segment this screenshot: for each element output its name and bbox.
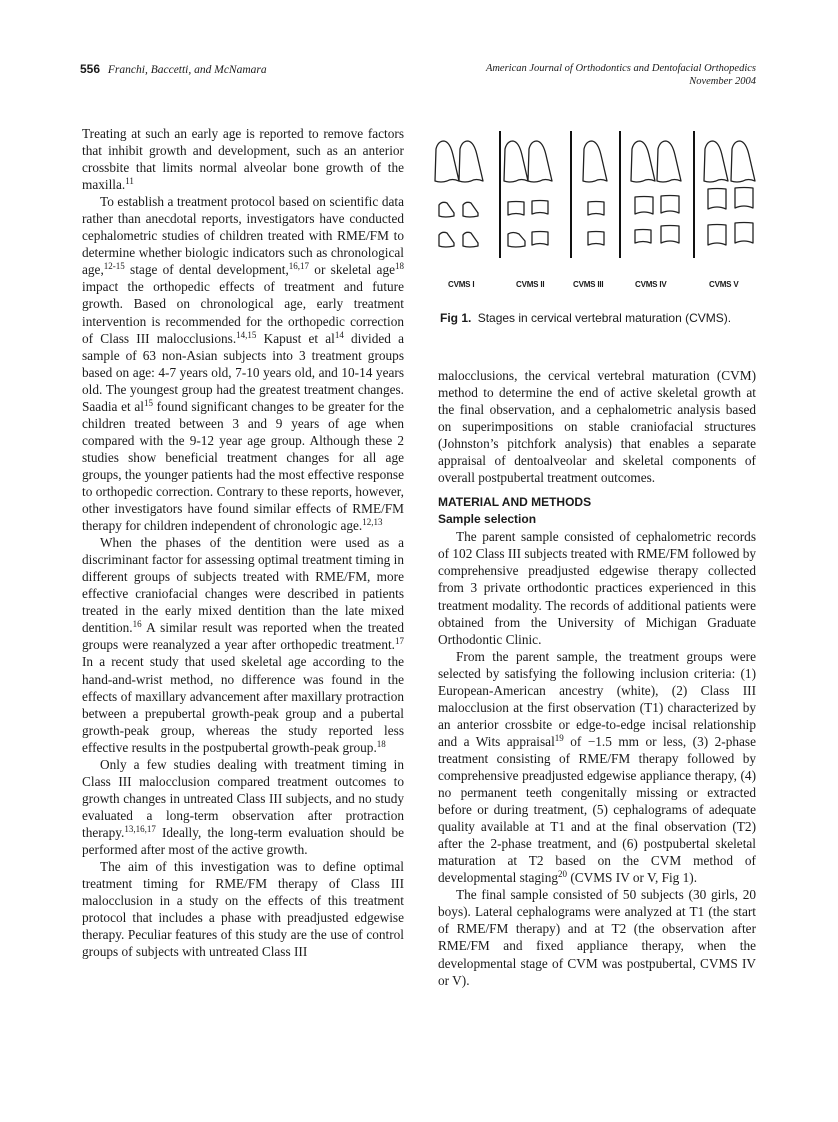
subsection-heading: Sample selection — [438, 512, 537, 527]
section-heading: MATERIAL AND METHODS — [438, 495, 592, 510]
text: or skeletal age — [309, 262, 395, 278]
text: impact the orthopedic effects of treatment and future growth. Based on chronological age, early treatment intervention is recommended for the orthopedic correction of Class III malocclusions. — [82, 279, 404, 346]
running-head-left — [80, 62, 267, 76]
text: Kapust et al — [256, 330, 335, 346]
text: Treating at such an early age is reported to remove factors that inhibit growth and development, such as an anterior crossbite that limits normal alveolar bone growth of the maxilla. — [82, 126, 404, 193]
figure-label: Fig 1. — [440, 311, 472, 325]
text: The final sample consisted of 50 subjects (30 girls, 20 boys). Lateral cephalograms were analyzed at T1 (the start of RME/FM therapy) and at T2 (the observation after RME/FM and fixed appliance therapy, when the developmental stage of CVM was postpubertal, CVMS IV or V). — [438, 887, 756, 988]
text: found significant changes to be greater for the children treated between 3 and 9 years of age when compared with the 9-12 year age group. Although these 2 studies show beneficial treatment changes for all age groups, the younger patients had the most effective response to orthopedic correction. Contrary to these reports, however, other investigators have found similar effects of RME/FM therapy for children independent of chronologic age. — [82, 398, 404, 534]
paragraph — [438, 886, 756, 988]
running-head-authors: Franchi, Baccetti, and McNamara — [107, 64, 267, 76]
page-number: 556 — [80, 62, 101, 76]
cvms-stages-illustration — [432, 128, 768, 293]
citation: 14,15 — [236, 329, 257, 340]
paragraph — [82, 534, 404, 756]
paragraph — [82, 858, 404, 960]
citation: 19 — [554, 732, 564, 743]
stage-label-4: CVMS IV — [635, 280, 667, 289]
paragraph — [438, 648, 756, 887]
text: From the parent sample, the treatment groups were selected by satisfying the following inclusion criteria: (1) European-American ancestry (white), (2) Class III malocclusion at the first observation (T1) characterized by an anterior crossbite or edge-to-edge incisal relationship and a Wits appraisal — [438, 648, 756, 749]
stage-label-1: CVMS I — [448, 280, 475, 289]
text: In a recent study that used skeletal age according to the hand-and-wrist method, no difference was found in the effects of maxillary advancement after maxillary protraction between a prepubertal growth-peak group and a pubertal growth-peak group, whereas the study reported less effective results in the postpubertal growth-peak group. — [82, 654, 404, 755]
stage-3-vertebrae — [583, 141, 607, 245]
stage-label-3: CVMS III — [573, 280, 604, 289]
citation: 18 — [395, 261, 404, 272]
citation: 12-15 — [103, 261, 125, 272]
stage-label-5: CVMS V — [709, 280, 739, 289]
left-column — [82, 125, 404, 960]
paragraph — [438, 367, 756, 486]
stage-label-2: CVMS II — [516, 280, 545, 289]
text: Only a few studies dealing with treatment timing in Class III malocclusion compared treatment outcomes to growth changes in untreated Class III subjects, and no study evaluated a long-term observation after protraction therapy. — [82, 756, 404, 840]
text: The aim of this investigation was to define optimal treatment timing for RME/FM therapy of Class III malocclusion in a study on the effects of this treatment protocol that includes a phase with preadjusted edgewise therapy. Peculiar features of this study are the use of control groups of subjects with untreated Class III — [82, 859, 404, 960]
citation: 11 — [125, 176, 134, 187]
paragraph — [82, 193, 404, 534]
citation: 16,17 — [288, 261, 310, 272]
text: stage of dental development, — [124, 262, 289, 278]
text: of −1.5 mm or less, (3) 2-phase treatment consisting of RME/FM therapy followed by comprehensive preadjusted edgewise appliance therapy, (4) no permanent teeth congenitally missing or extracted before or during treatment, (5) cephalograms of adequate quality available at T1 and at the final observation (T2) after the 2-phase treatment, and (6) postpubertal skeletal maturation at T2 based on the CVM method of developmental staging — [438, 733, 756, 886]
text: Ideally, the long-term evaluation should be performed after most of the active growth. — [82, 824, 404, 857]
running-head — [80, 62, 756, 102]
text: malocclusions, the cervical vertebral maturation (CVM) method to determine the end of active skeletal growth at the final observation, and a cephalometric analysis based on superimpositions on stable craniofacial structures (Johnston’s pitchfork analysis) that enables a separate appraisal of dentoalveolar and skeletal components of overall postpubertal treatment outcomes. — [438, 368, 756, 486]
paragraph — [82, 756, 404, 858]
citation: 14 — [334, 329, 344, 340]
stage-4-vertebrae — [631, 141, 681, 243]
figure-caption — [440, 311, 731, 325]
text: The parent sample consisted of cephalometric records of 102 Class III subjects treated with RME/FM followed by comprehensive preadjusted edgewise therapy collected from 3 private orthodontic practices experienced in this treatment modality. The records of additional patients were obtained from the University of Michigan Graduate Orthodontic Clinic. — [438, 529, 756, 647]
stage-2-vertebrae — [504, 141, 552, 247]
right-column — [438, 367, 756, 989]
stage-1-vertebrae — [435, 141, 483, 247]
citation: 20 — [558, 869, 568, 880]
citation: 15 — [144, 397, 153, 408]
citation: 12,13 — [362, 517, 383, 528]
paragraph — [438, 528, 756, 647]
journal-title: American Journal of Orthodontics and Dentofacial Orthopedics — [485, 63, 756, 74]
citation: 13,16,17 — [124, 823, 156, 834]
figure-1 — [432, 128, 768, 328]
citation: 17 — [395, 636, 404, 647]
citation: 18 — [376, 738, 386, 749]
paragraph — [82, 125, 404, 193]
text: When the phases of the dentition were used as a discriminant factor for assessing optimal treatment timing in different groups of subjects treated with RME/FM, more effective craniofacial changes were described in patients treated in the early mixed dentition than the late mixed dentition. — [82, 535, 404, 636]
citation: 16 — [132, 619, 142, 630]
text: (CVMS IV or V, Fig 1). — [567, 870, 698, 886]
figure-caption-text: Stages in cervical vertebral maturation (CVMS). — [477, 311, 732, 325]
text: divided a sample of 63 non-Asian subjects into 3 treatment groups based on age: 4-7 years old, 7-10 years old, and 10-14 years old. The youngest group had the greatest treatment changes. Saadia et al — [82, 330, 405, 414]
text: A similar result was reported when the treated groups were reanalyzed a year after orthopedic treatment. — [82, 620, 404, 653]
stage-5-vertebrae — [704, 141, 755, 245]
text: To establish a treatment protocol based on scientific data rather than anecdotal reports, investigators have conducted cephalometric studies of children treated with RME/FM to determine whether biologic indicators such as chronological age, — [82, 194, 404, 278]
issue-date: November 2004 — [689, 76, 756, 87]
running-head-right — [486, 62, 756, 88]
